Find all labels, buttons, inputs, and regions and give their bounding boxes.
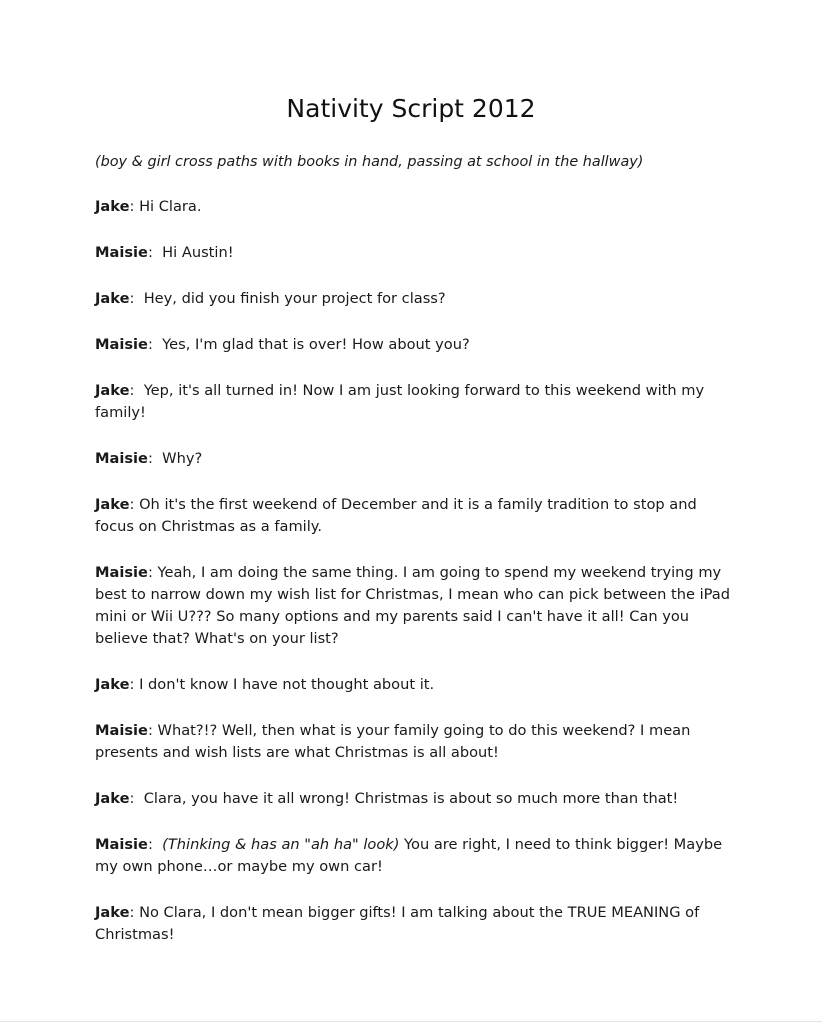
dialogue-text: Yep, it's all turned in! Now I am just looking forward to this weekend with my family! xyxy=(95,382,705,421)
dialogue-line xyxy=(95,196,735,218)
dialogue-line xyxy=(95,788,735,810)
speaker-name: Maisie xyxy=(95,836,148,853)
dialogue-line xyxy=(95,334,735,356)
speaker-separator: : xyxy=(129,290,144,307)
speaker-separator: : xyxy=(147,336,163,353)
speaker-name: Maisie xyxy=(95,564,148,581)
dialogue-line xyxy=(95,448,735,470)
dialogue-text: Hey, did you finish your project for class? xyxy=(143,290,446,307)
speaker-name: Maisie xyxy=(95,722,148,739)
speaker-name: Maisie xyxy=(95,450,148,467)
speaker-name: Jake xyxy=(95,496,130,513)
speaker-separator: : xyxy=(147,244,163,261)
dialogue-line xyxy=(95,834,735,878)
dialogue-text: Yes, I'm glad that is over! How about you? xyxy=(162,336,470,353)
speaker-separator: : xyxy=(129,904,140,921)
speaker-name: Jake xyxy=(95,290,130,307)
dialogue-text: I don't know I have not thought about it. xyxy=(139,676,435,693)
speaker-name: Jake xyxy=(95,676,130,693)
dialogue-text: Why? xyxy=(162,450,203,467)
speaker-separator: : xyxy=(147,836,163,853)
dialogue-line xyxy=(95,562,735,650)
speaker-name: Maisie xyxy=(95,336,148,353)
dialogue-text: Oh it's the first weekend of December and it is a family tradition to stop and focus on Christmas as a family. xyxy=(95,496,697,535)
page-bottom-edge xyxy=(0,1021,822,1022)
dialogue-line xyxy=(95,380,735,424)
dialogue-line xyxy=(95,494,735,538)
dialogue-line xyxy=(95,902,735,946)
speaker-name: Maisie xyxy=(95,244,148,261)
speaker-name: Jake xyxy=(95,904,130,921)
speaker-name: Jake xyxy=(95,198,130,215)
speaker-separator: : xyxy=(147,450,163,467)
dialogue-text: Yeah, I am doing the same thing. I am going to spend my weekend trying my best to narrow down my wish list for Christmas, I mean who can pick between the iPad mini or Wii U??? So many options and my parents said I can't have it all! Can you believe that? What's on your list? xyxy=(95,564,730,647)
dialogue-line xyxy=(95,288,735,310)
speaker-name: Jake xyxy=(95,382,130,399)
dialogue-text: No Clara, I don't mean bigger gifts! I am talking about the TRUE MEANING of Christmas! xyxy=(95,904,700,943)
speaker-separator: : xyxy=(129,790,144,807)
speaker-separator: : xyxy=(129,676,140,693)
speaker-separator: : xyxy=(129,198,140,215)
dialogue-list xyxy=(95,196,735,970)
speaker-separator: : xyxy=(147,722,158,739)
dialogue-line xyxy=(95,720,735,764)
speaker-separator: : xyxy=(129,382,144,399)
dialogue-text: You are right, I need to think bigger! Maybe my own phone…or maybe my own car! xyxy=(95,836,723,875)
speaker-name: Jake xyxy=(95,790,130,807)
page-title: Nativity Script 2012 xyxy=(286,94,536,123)
inline-stage-direction: (Thinking & has an "ah ha" look) xyxy=(162,836,400,853)
speaker-separator: : xyxy=(129,496,140,513)
speaker-separator: : xyxy=(147,564,158,581)
dialogue-text: Hi Clara. xyxy=(139,198,202,215)
opening-stage-direction: (boy & girl cross paths with books in hand, passing at school in the hallway) xyxy=(95,154,644,170)
dialogue-text: Clara, you have it all wrong! Christmas is about so much more than that! xyxy=(143,790,679,807)
dialogue-line xyxy=(95,242,735,264)
dialogue-text: What?!? Well, then what is your family going to do this weekend? I mean presents and wish lists are what Christmas is all about! xyxy=(95,722,691,761)
dialogue-line xyxy=(95,674,735,696)
dialogue-text: Hi Austin! xyxy=(162,244,234,261)
